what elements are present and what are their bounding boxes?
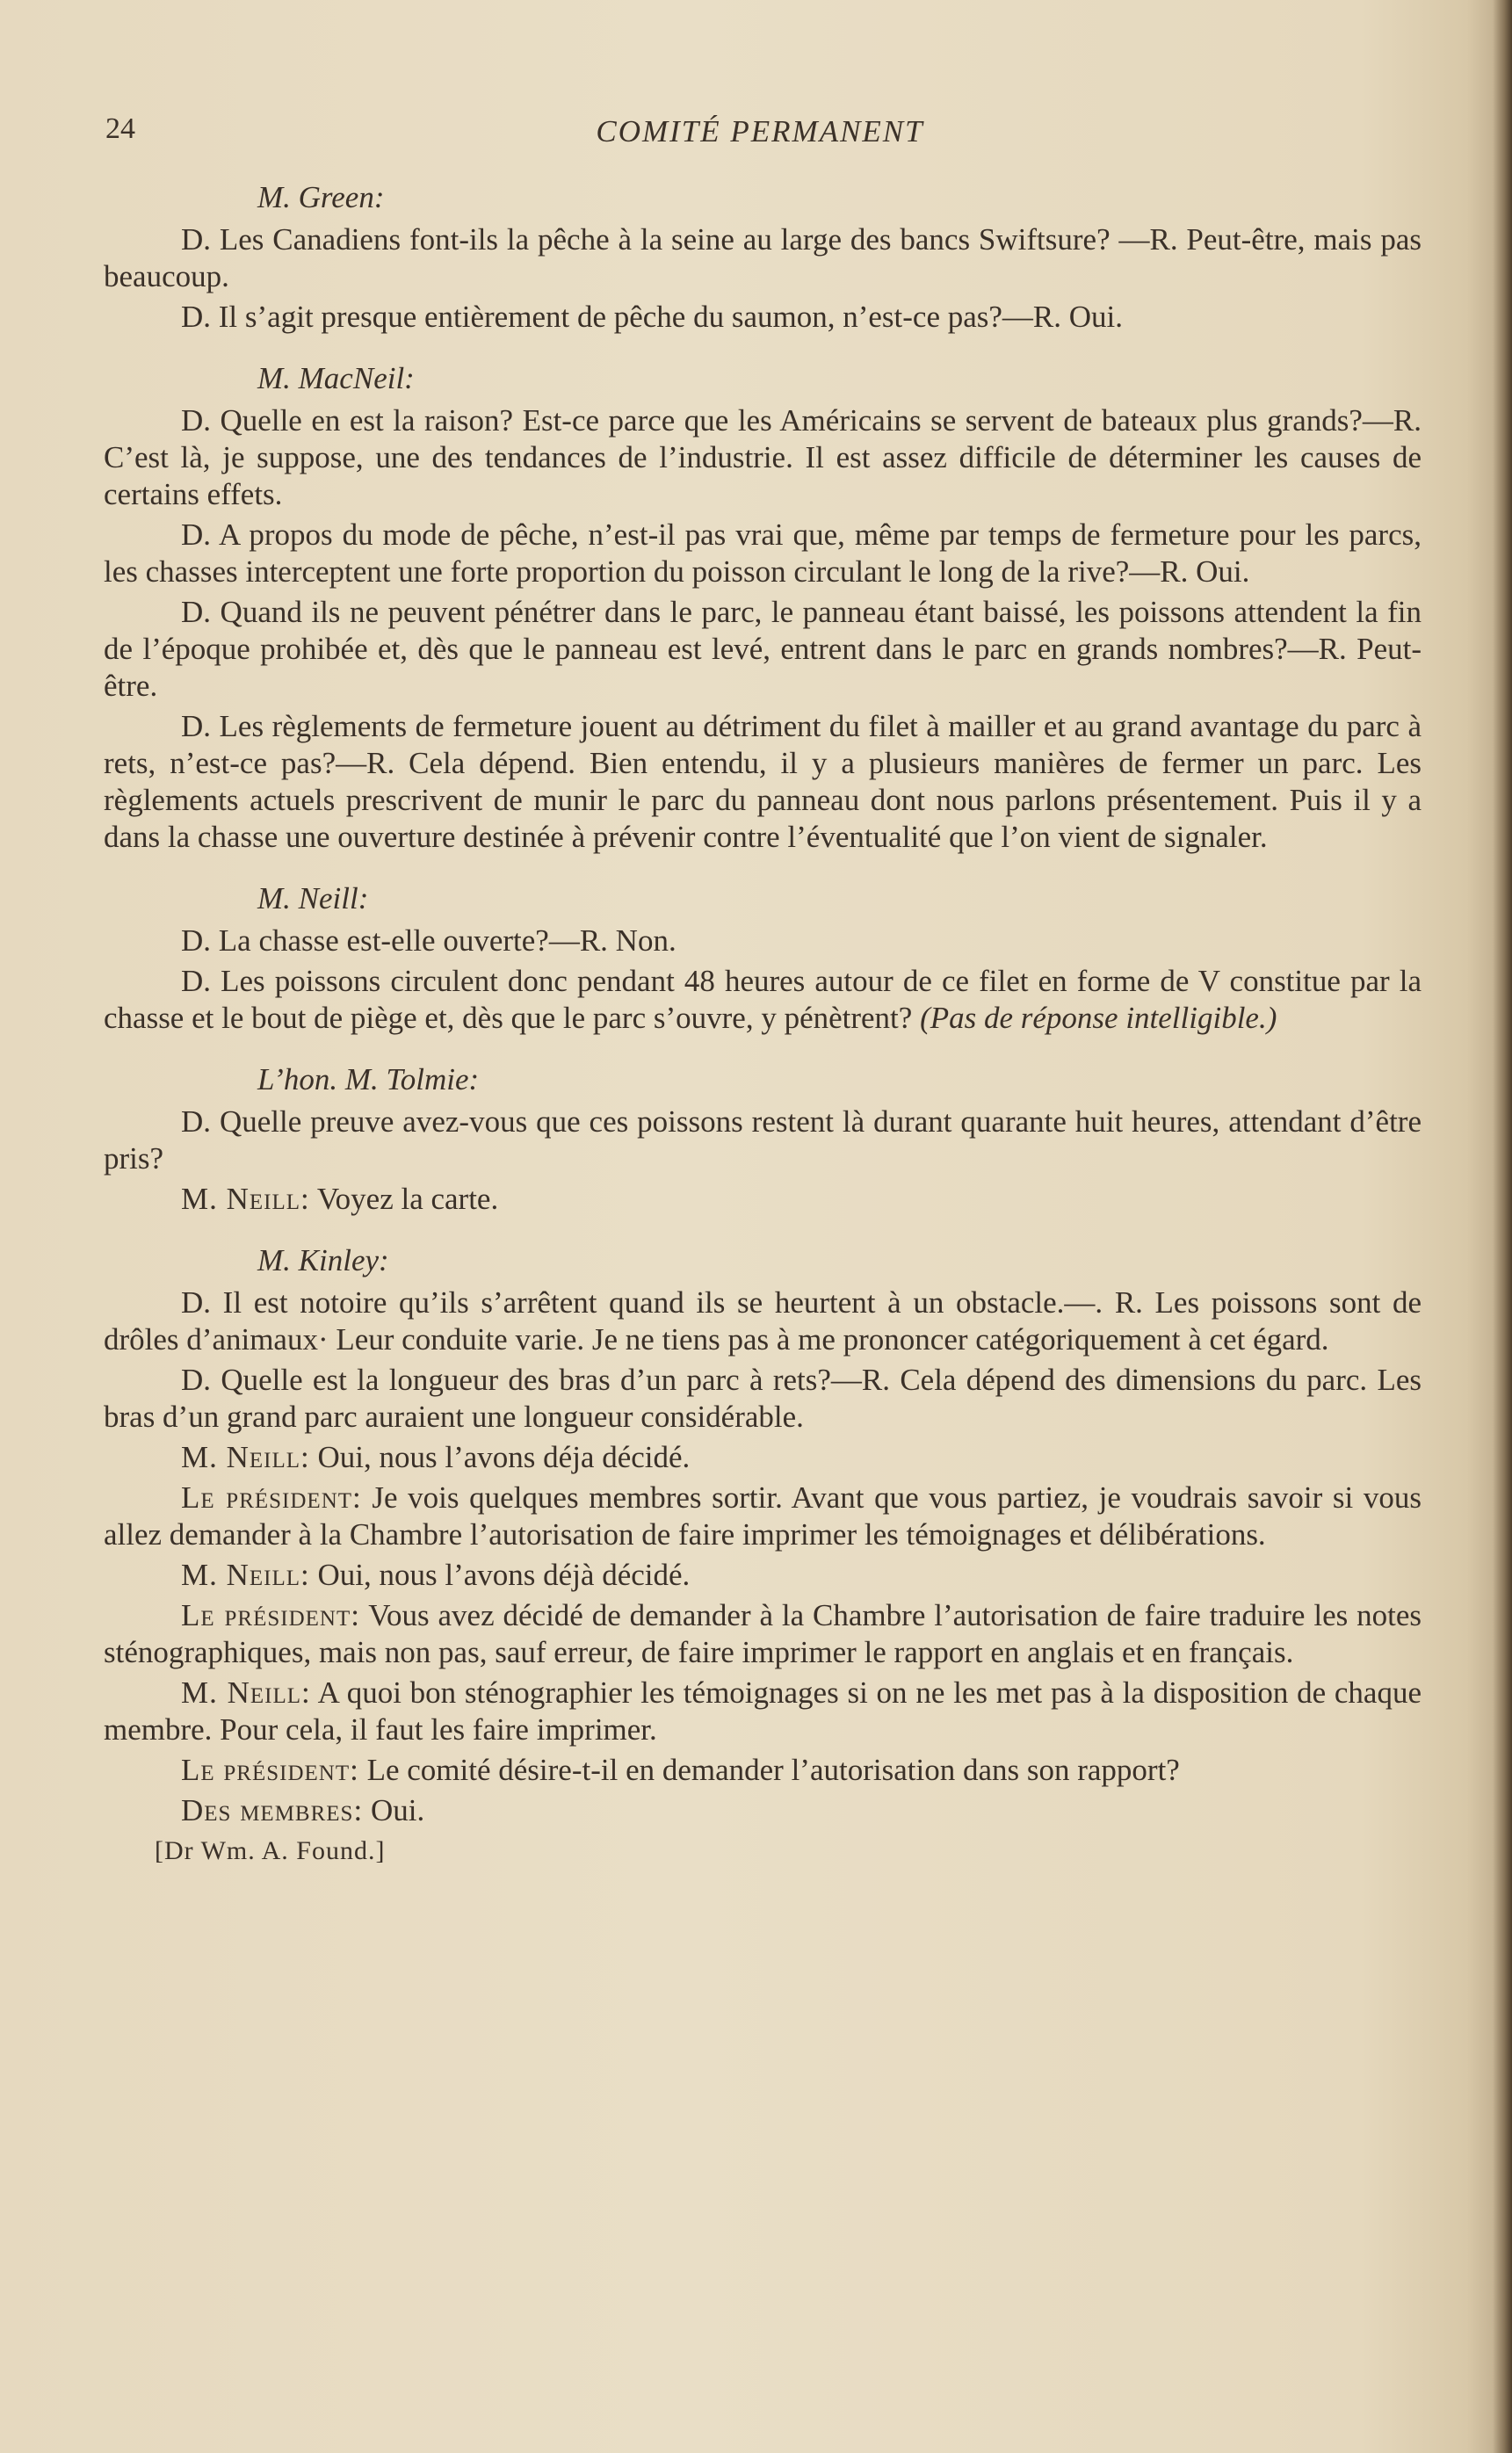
page-number: 24 [105,112,135,145]
paragraph-text: A quoi bon sténographier les témoignages si on ne les met pas à la disposition de chaque membre. Pour cela, il faut les faire imprimer. [104,1675,1422,1747]
paragraph [104,1439,1422,1476]
italic-remark: (Pas de réponse intelligible.) [920,1001,1277,1035]
paragraph [104,708,1422,856]
speaker-label: M. Neill: [181,1440,310,1474]
paragraph [104,402,1422,513]
paragraph [104,923,1422,959]
speaker-label: Des membres: [181,1793,364,1827]
paragraph-text: D. La chasse est-elle ouverte?—R. Non. [181,923,676,958]
speaker-label: M. Neill: [181,1558,310,1592]
running-head: COMITÉ PERMANENT [596,114,924,148]
paragraph-text: D. Quelle est la longueur des bras d’un parc à rets?—R. Cela dépend des dimensions du parc. Les bras d’un grand parc auraient une longueur considérable. [104,1363,1422,1434]
paragraph-text: Vous avez décidé de demander à la Chambre l’autorisation de faire traduire les notes sténographiques, mais non pas, sauf erreur, de faire imprimer le rapport en anglais et en français. [104,1598,1422,1669]
speaker-label: M. Neill: [181,1675,311,1710]
speaker-label: Le président: [181,1753,359,1787]
speaker-heading: M. Kinley: [257,1243,389,1277]
paragraph [104,594,1422,705]
paragraph [104,221,1422,295]
paragraph-text: Voyez la carte. [316,1182,499,1216]
speaker-label: Le président: [181,1480,362,1515]
paragraph-text: D. Les règlements de fermeture jouent au détriment du filet à mailler et au grand avantage du parc à rets, n’est-ce pas?—R. Cela dépend. Bien entendu, il y a plusieurs manières de fermer un parc. Les règlements actuels prescrivent de munir le parc du panneau dont nous parlons présentement. Puis il y a dans la chasse une ouverture destinée à prévenir contre l’éventualité que l’on vient de signaler. [104,709,1422,854]
paragraph [104,1557,1422,1594]
speaker-heading: L’hon. M. Tolmie: [257,1062,480,1096]
paragraph-text: D. Il s’agit presque entièrement de pêche du saumon, n’est-ce pas?—R. Oui. [181,300,1124,334]
speaker-heading: M. Neill: [257,881,369,915]
paragraph [104,963,1422,1037]
speaker-label: Le président: [181,1598,360,1632]
paragraph [104,1597,1422,1671]
speaker-label: M. Neill: [181,1182,310,1216]
paragraph-text: D. Les poissons circulent donc pendant 48 heures autour de ce filet en forme de V constitue par la chasse et le bout de piège et, dès que le parc s’ouvre, y pénètrent? [104,964,1422,1035]
speaker-heading: M. Green: [257,180,385,214]
paragraph-text: D. Il est notoire qu’ils s’arrêtent quand ils se heurtent à un obstacle.—. R. Les poissons sont de drôles d’animaux· Leur conduite varie. Je ne tiens pas à me prononcer catégoriquement à cet égard. [104,1285,1422,1357]
paragraph [104,1792,1422,1829]
paragraph [104,517,1422,590]
paragraph [104,1752,1422,1789]
paragraph-text: Oui, nous l’avons déja décidé. [317,1440,691,1474]
paragraph [104,299,1422,336]
paragraph-text: D. Quelle preuve avez-vous que ces poissons restent là durant quarante huit heures, attendant d’être pris? [104,1104,1422,1176]
paragraph-text: Oui. [370,1793,425,1827]
paragraph [104,1284,1422,1358]
witness-footnote: [Dr Wm. A. Found.] [155,1836,386,1865]
paragraph-text: D. Quand ils ne peuvent pénétrer dans le parc, le panneau étant baissé, les poissons attendent la fin de l’époque prohibée et, dès que le panneau est levé, entrent dans le parc en grands nombres?—R. Peut-être. [104,595,1422,703]
paragraph-text: D. Quelle en est la raison? Est-ce parce que les Américains se servent de bateaux plus grands?—R. C’est là, je suppose, une des tendances de l’industrie. Il est assez difficile de déterminer les causes de certains effets. [104,403,1422,511]
paragraph-text: D. A propos du mode de pêche, n’est-il pas vrai que, même par temps de fermeture pour les parcs, les chasses interceptent une forte proportion du poisson circulant le long de la rive?—R. Oui. [104,517,1422,589]
page-edge-shadow [1493,0,1512,2453]
paragraph-text: Le comité désire-t-il en demander l’autorisation dans son rapport? [366,1753,1180,1787]
paragraph [104,1362,1422,1436]
paragraph [104,1480,1422,1553]
paragraph [104,1103,1422,1177]
paragraph [104,1675,1422,1748]
paragraph-text: D. Les Canadiens font-ils la pêche à la seine au large des bancs Swiftsure? —R. Peut-être, mais pas beaucoup. [104,222,1422,293]
paragraph [104,1181,1422,1218]
page-body [104,179,1422,1870]
speaker-heading: M. MacNeil: [257,361,415,395]
paragraph-text: Oui, nous l’avons déjà décidé. [317,1558,691,1592]
paragraph-text: Je vois quelques membres sortir. Avant que vous partiez, je voudrais savoir si vous allez demander à la Chambre l’autorisation de faire imprimer les témoignages et délibérations. [104,1480,1422,1552]
page-header [97,105,1423,158]
